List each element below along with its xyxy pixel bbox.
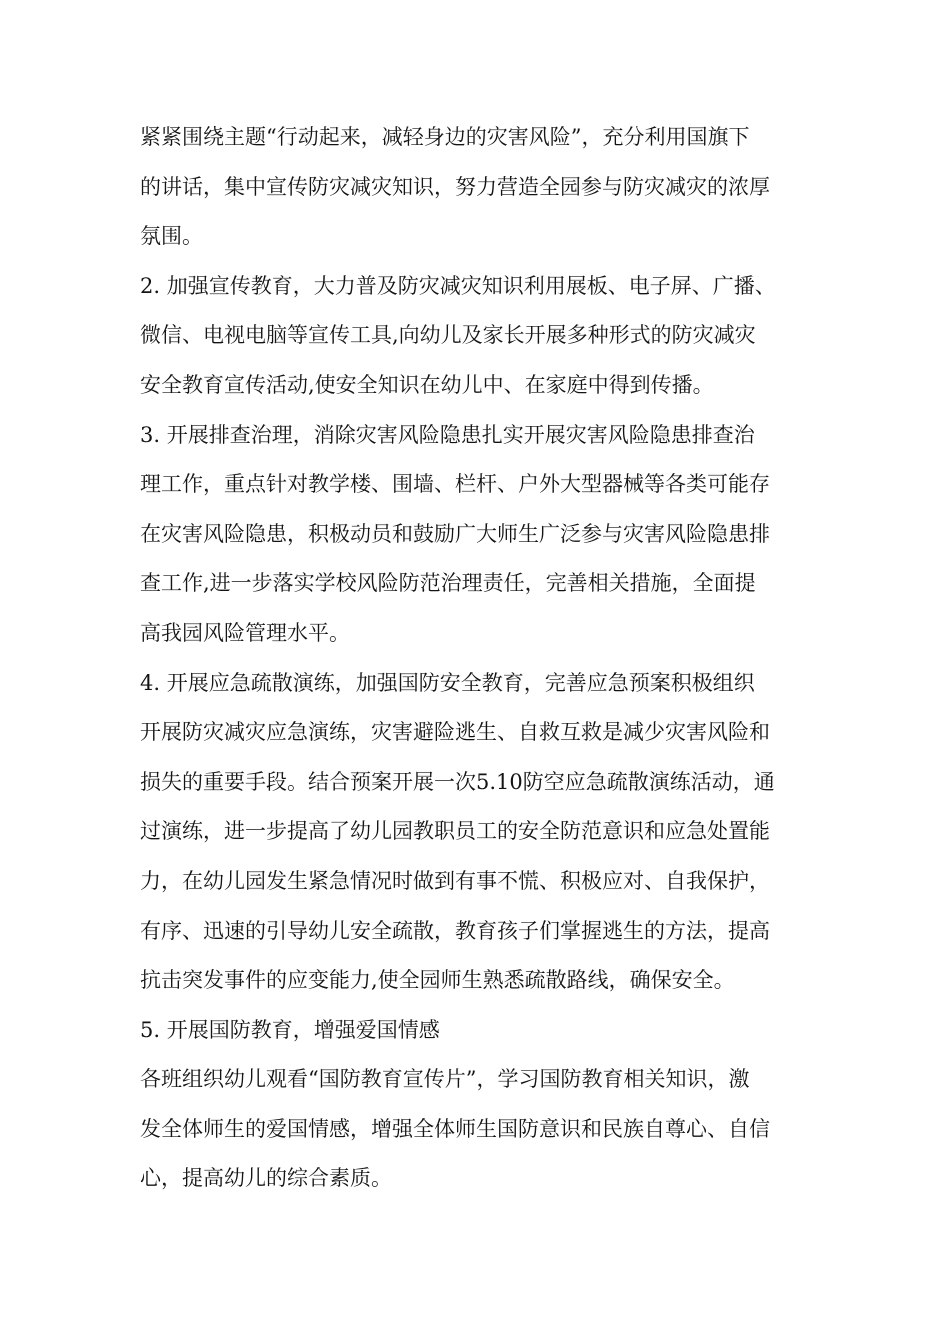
list-item-4: 4. 开展应急疏散演练，加强国防安全教育，完善应急预案积极组织	[140, 670, 755, 695]
text-line: 发全体师生的爱国情感，增强全体师生国防意识和民族自尊心、自信	[140, 1116, 770, 1141]
document-body	[140, 113, 830, 1204]
text-line: 紧紧围绕主题“行动起来，减轻身边的灾害风险”，充分利用国旗下	[140, 125, 750, 149]
list-item-2: 2. 加强宣传教育，大力普及防灾减灾知识利用展板、电子屏、广播、	[140, 273, 776, 298]
text-line: 的讲话，集中宣传防灾减灾知识，努力营造全园参与防灾减灾的浓厚	[140, 174, 770, 199]
text-line: 理工作，重点针对教学楼、围墙、栏杆、户外大型器械等各类可能存	[140, 472, 770, 497]
text-line: 在灾害风险隐患，积极动员和鼓励广大师生广泛参与灾害风险隐患排	[140, 521, 770, 546]
text-line: 抗击突发事件的应变能力,使全园师生熟悉疏散路线，确保安全。	[140, 968, 735, 993]
list-item-5: 5. 开展国防教育，增强爱国情感	[140, 1017, 440, 1042]
text-line: 损失的重要手段。结合预案开展一次5.10防空应急疏散演练活动，通	[140, 769, 775, 794]
text-line: 安全教育宣传活动,使安全知识在幼儿中、在家庭中得到传播。	[140, 372, 714, 397]
text-line: 力，在幼儿园发生紧急情况时做到有事不慌、积极应对、自我保护，	[140, 868, 770, 893]
text-line: 开展防灾减灾应急演练，灾害避险逃生、自救互救是减少灾害风险和	[140, 720, 770, 745]
text-line: 查工作,进一步落实学校风险防范治理责任，完善相关措施，全面提	[140, 571, 756, 596]
text-line: 过演练，进一步提高了幼儿园教职员工的安全防范意识和应急处置能	[140, 819, 770, 844]
text-line: 高我园风险管理水平。	[140, 620, 350, 645]
text-line: 微信、电视电脑等宣传工具,向幼儿及家长开展多种形式的防灾减灾	[140, 323, 756, 348]
text-line: 心，提高幼儿的综合素质。	[140, 1166, 392, 1191]
text-line: 有序、迅速的引导幼儿安全疏散，教育孩子们掌握逃生的方法，提高	[140, 918, 770, 943]
list-item-3: 3. 开展排查治理，消除灾害风险隐患扎实开展灾害风险隐患排查治	[140, 422, 755, 447]
text-line: 氛围。	[140, 224, 203, 249]
text-line: 各班组织幼儿观看“国防教育宣传片”，学习国防教育相关知识，激	[140, 1067, 750, 1092]
